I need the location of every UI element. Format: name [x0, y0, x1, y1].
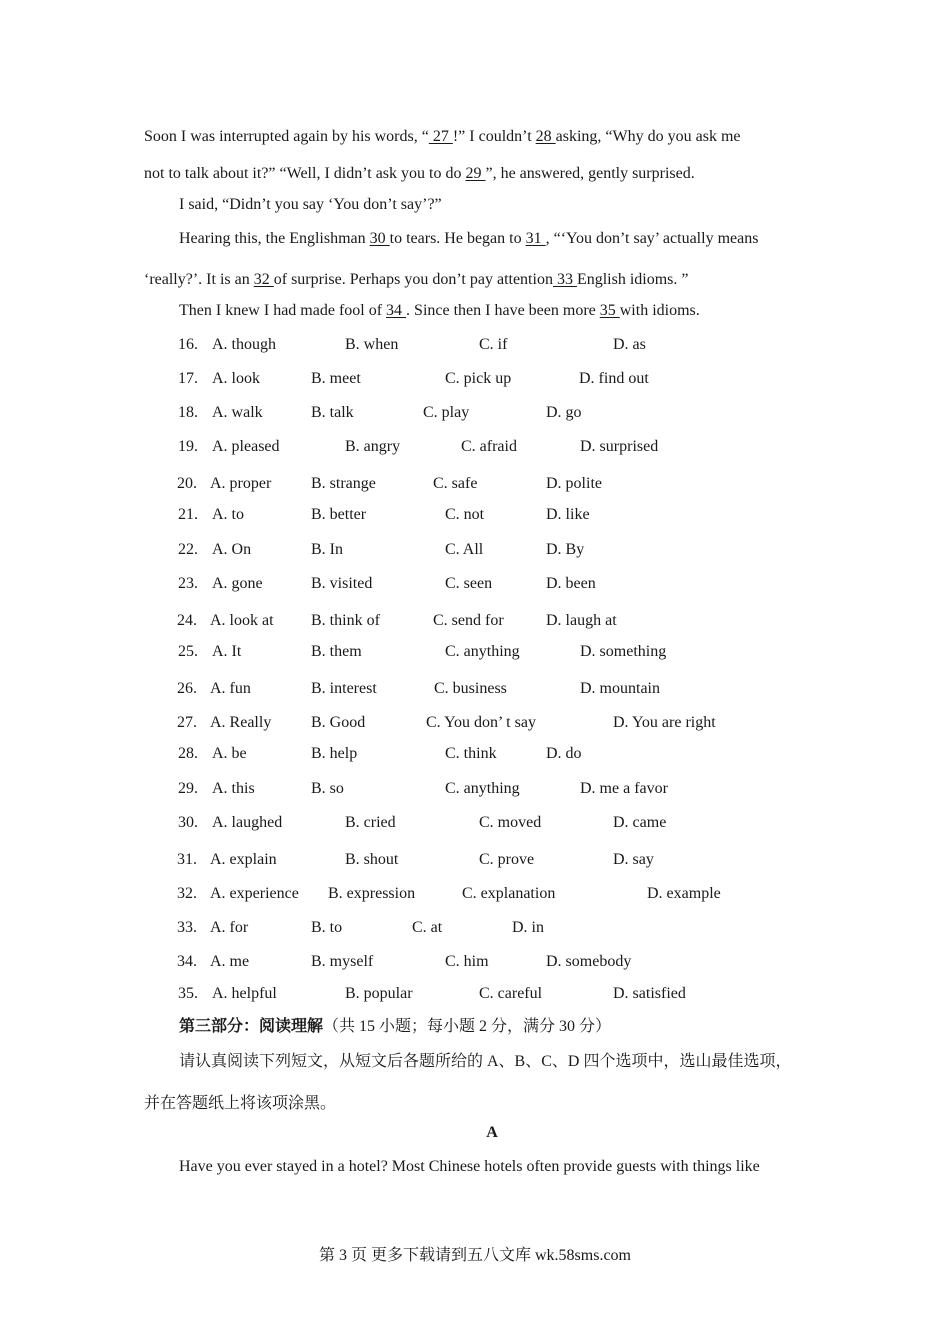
passage-line-2	[144, 164, 695, 184]
option-a: A. On	[212, 541, 252, 558]
option-a: A. me	[210, 953, 250, 970]
blank-34: 34	[386, 302, 407, 319]
option-b: B. think of	[311, 612, 380, 629]
option-d: D. laugh at	[546, 612, 617, 629]
blank-33: 33	[552, 271, 577, 288]
option-b: B. to	[311, 919, 343, 936]
blank-29: 29	[465, 165, 486, 182]
section-title: 第三部分：阅读理解	[179, 1018, 324, 1035]
option-c: C. send for	[433, 612, 504, 629]
question-number: 29.	[178, 780, 198, 797]
option-a: A. for	[210, 919, 249, 936]
question-number: 22.	[178, 541, 198, 558]
question-number: 16.	[178, 336, 198, 353]
question-number: 25.	[178, 643, 198, 660]
option-c: C. anything	[445, 643, 520, 660]
option-d: D. something	[580, 643, 667, 660]
option-d: D. example	[647, 885, 721, 902]
text: . Since then I have been more	[406, 302, 600, 319]
option-c: C. moved	[479, 814, 542, 831]
section-instruction-1: 请认真阅读下列短文，从短文后各题所给的 A、B、C、D 四个选项中，选山最佳选项，	[179, 1053, 792, 1070]
option-b: B. them	[311, 643, 362, 660]
option-a: A. gone	[212, 575, 263, 592]
option-c: C. business	[434, 680, 507, 697]
question-number: 20.	[177, 475, 197, 492]
option-d: D. mountain	[580, 680, 660, 697]
question-number: 28.	[178, 745, 198, 762]
option-b: B. when	[345, 336, 399, 353]
blank-32: 32	[253, 271, 274, 288]
question-number: 17.	[178, 370, 198, 387]
option-a: A. though	[212, 336, 276, 353]
option-a: A. Really	[210, 714, 272, 731]
text: to tears. He began to	[389, 230, 526, 247]
option-d: D. satisfied	[613, 985, 686, 1002]
text: with idioms.	[619, 302, 700, 319]
option-b: B. strange	[311, 475, 376, 492]
option-b: B. popular	[345, 985, 413, 1002]
text: Then I knew I had made fool of	[179, 302, 387, 319]
question-number: 34.	[177, 953, 197, 970]
section-instruction-2: 并在答题纸上将该项涂黑。	[144, 1095, 337, 1112]
option-a: A. explain	[210, 851, 277, 868]
text: !” I couldn’t	[452, 128, 536, 145]
option-a: A. experience	[210, 885, 299, 902]
passage-line-4	[179, 229, 758, 249]
option-b: B. better	[311, 506, 367, 523]
option-b: B. expression	[328, 885, 416, 902]
section-note: （共 15 小题；每小题 2 分，满分 30 分）	[323, 1018, 612, 1035]
question-number: 31.	[177, 851, 197, 868]
option-a: A. look	[212, 370, 260, 387]
option-b: B. talk	[311, 404, 354, 421]
option-c: C. afraid	[461, 438, 517, 455]
blank-35: 35	[599, 302, 620, 319]
passage-line-6	[179, 301, 700, 321]
blank-30: 30	[369, 230, 390, 247]
option-a: A. to	[212, 506, 244, 523]
option-b: B. interest	[311, 680, 377, 697]
option-a: A. be	[212, 745, 247, 762]
option-b: B. shout	[345, 851, 399, 868]
text: ‘really?’. It is an	[144, 271, 254, 288]
option-d: D. By	[546, 541, 585, 558]
option-c: C. not	[445, 506, 485, 523]
text: , “‘You don’t say’ actually means	[545, 230, 759, 247]
blank-27: 27	[428, 128, 453, 145]
option-c: C. All	[445, 541, 484, 558]
option-c: C. play	[423, 404, 470, 421]
option-b: B. myself	[311, 953, 374, 970]
option-d: D. me a favor	[580, 780, 668, 797]
question-number: 32.	[177, 885, 197, 902]
option-b: B. so	[311, 780, 344, 797]
question-number: 18.	[178, 404, 198, 421]
passage-line-1	[144, 127, 741, 147]
option-a: A. walk	[212, 404, 263, 421]
blank-28: 28	[535, 128, 556, 145]
option-c: C. him	[445, 953, 489, 970]
passage-heading: A	[486, 1124, 498, 1141]
text: Soon I was interrupted again by his words, “	[144, 128, 429, 145]
question-number: 21.	[178, 506, 198, 523]
passage-a-first-line: Have you ever stayed in a hotel? Most Chinese hotels often provide guests with things like	[179, 1158, 760, 1175]
blank-31: 31	[525, 230, 546, 247]
option-c: C. safe	[433, 475, 478, 492]
passage-line-5	[144, 270, 689, 290]
passage-line-3: I said, “Didn’t you say ‘You don’t say’?”	[179, 196, 442, 213]
option-d: D. do	[546, 745, 582, 762]
option-c: C. anything	[445, 780, 520, 797]
question-number: 35.	[178, 985, 198, 1002]
text: ”, he answered, gently surprised.	[485, 165, 695, 182]
option-c: C. at	[412, 919, 443, 936]
option-b: B. help	[311, 745, 358, 762]
question-number: 27.	[177, 714, 197, 731]
text: English idioms. ”	[576, 271, 689, 288]
text: not to talk about it?” “Well, I didn’t ask you to do	[144, 165, 466, 182]
option-b: B. Good	[311, 714, 366, 731]
option-d: D. came	[613, 814, 667, 831]
option-d: D. as	[613, 336, 646, 353]
option-b: B. meet	[311, 370, 361, 387]
text: Hearing this, the Englishman	[179, 230, 370, 247]
option-b: B. visited	[311, 575, 373, 592]
question-number: 33.	[177, 919, 197, 936]
option-d: D. polite	[546, 475, 602, 492]
option-a: A. pleased	[212, 438, 280, 455]
option-d: D. somebody	[546, 953, 632, 970]
option-c: C. think	[445, 745, 497, 762]
option-a: A. this	[212, 780, 255, 797]
option-a: A. It	[212, 643, 242, 660]
option-d: D. say	[613, 851, 654, 868]
option-a: A. proper	[210, 475, 272, 492]
question-number: 30.	[178, 814, 198, 831]
option-b: B. cried	[345, 814, 396, 831]
text: asking, “Why do you ask me	[555, 128, 741, 145]
section-3-header	[179, 1017, 611, 1037]
option-c: C. seen	[445, 575, 493, 592]
option-c: C. pick up	[445, 370, 512, 387]
option-c: C. prove	[479, 851, 535, 868]
question-number: 23.	[178, 575, 198, 592]
option-c: C. careful	[479, 985, 543, 1002]
text: of surprise. Perhaps you don’t pay attention	[273, 271, 553, 288]
option-c: C. explanation	[462, 885, 556, 902]
option-c: C. if	[479, 336, 508, 353]
option-b: B. angry	[345, 438, 401, 455]
option-d: D. in	[512, 919, 544, 936]
question-number: 26.	[177, 680, 197, 697]
option-a: A. helpful	[212, 985, 277, 1002]
option-d: D. find out	[579, 370, 649, 387]
page-footer: 第 3 页 更多下载请到五八文库 wk.58sms.com	[318, 1247, 631, 1264]
option-a: A. fun	[210, 680, 251, 697]
option-d: D. go	[546, 404, 582, 421]
option-d: D. surprised	[580, 438, 659, 455]
option-d: D. been	[546, 575, 596, 592]
question-number: 24.	[177, 612, 197, 629]
option-d: D. You are right	[613, 714, 716, 731]
option-a: A. laughed	[212, 814, 283, 831]
option-c: C. You don’ t say	[426, 714, 536, 731]
option-d: D. like	[546, 506, 590, 523]
option-a: A. look at	[210, 612, 274, 629]
question-number: 19.	[178, 438, 198, 455]
option-b: B. In	[311, 541, 343, 558]
